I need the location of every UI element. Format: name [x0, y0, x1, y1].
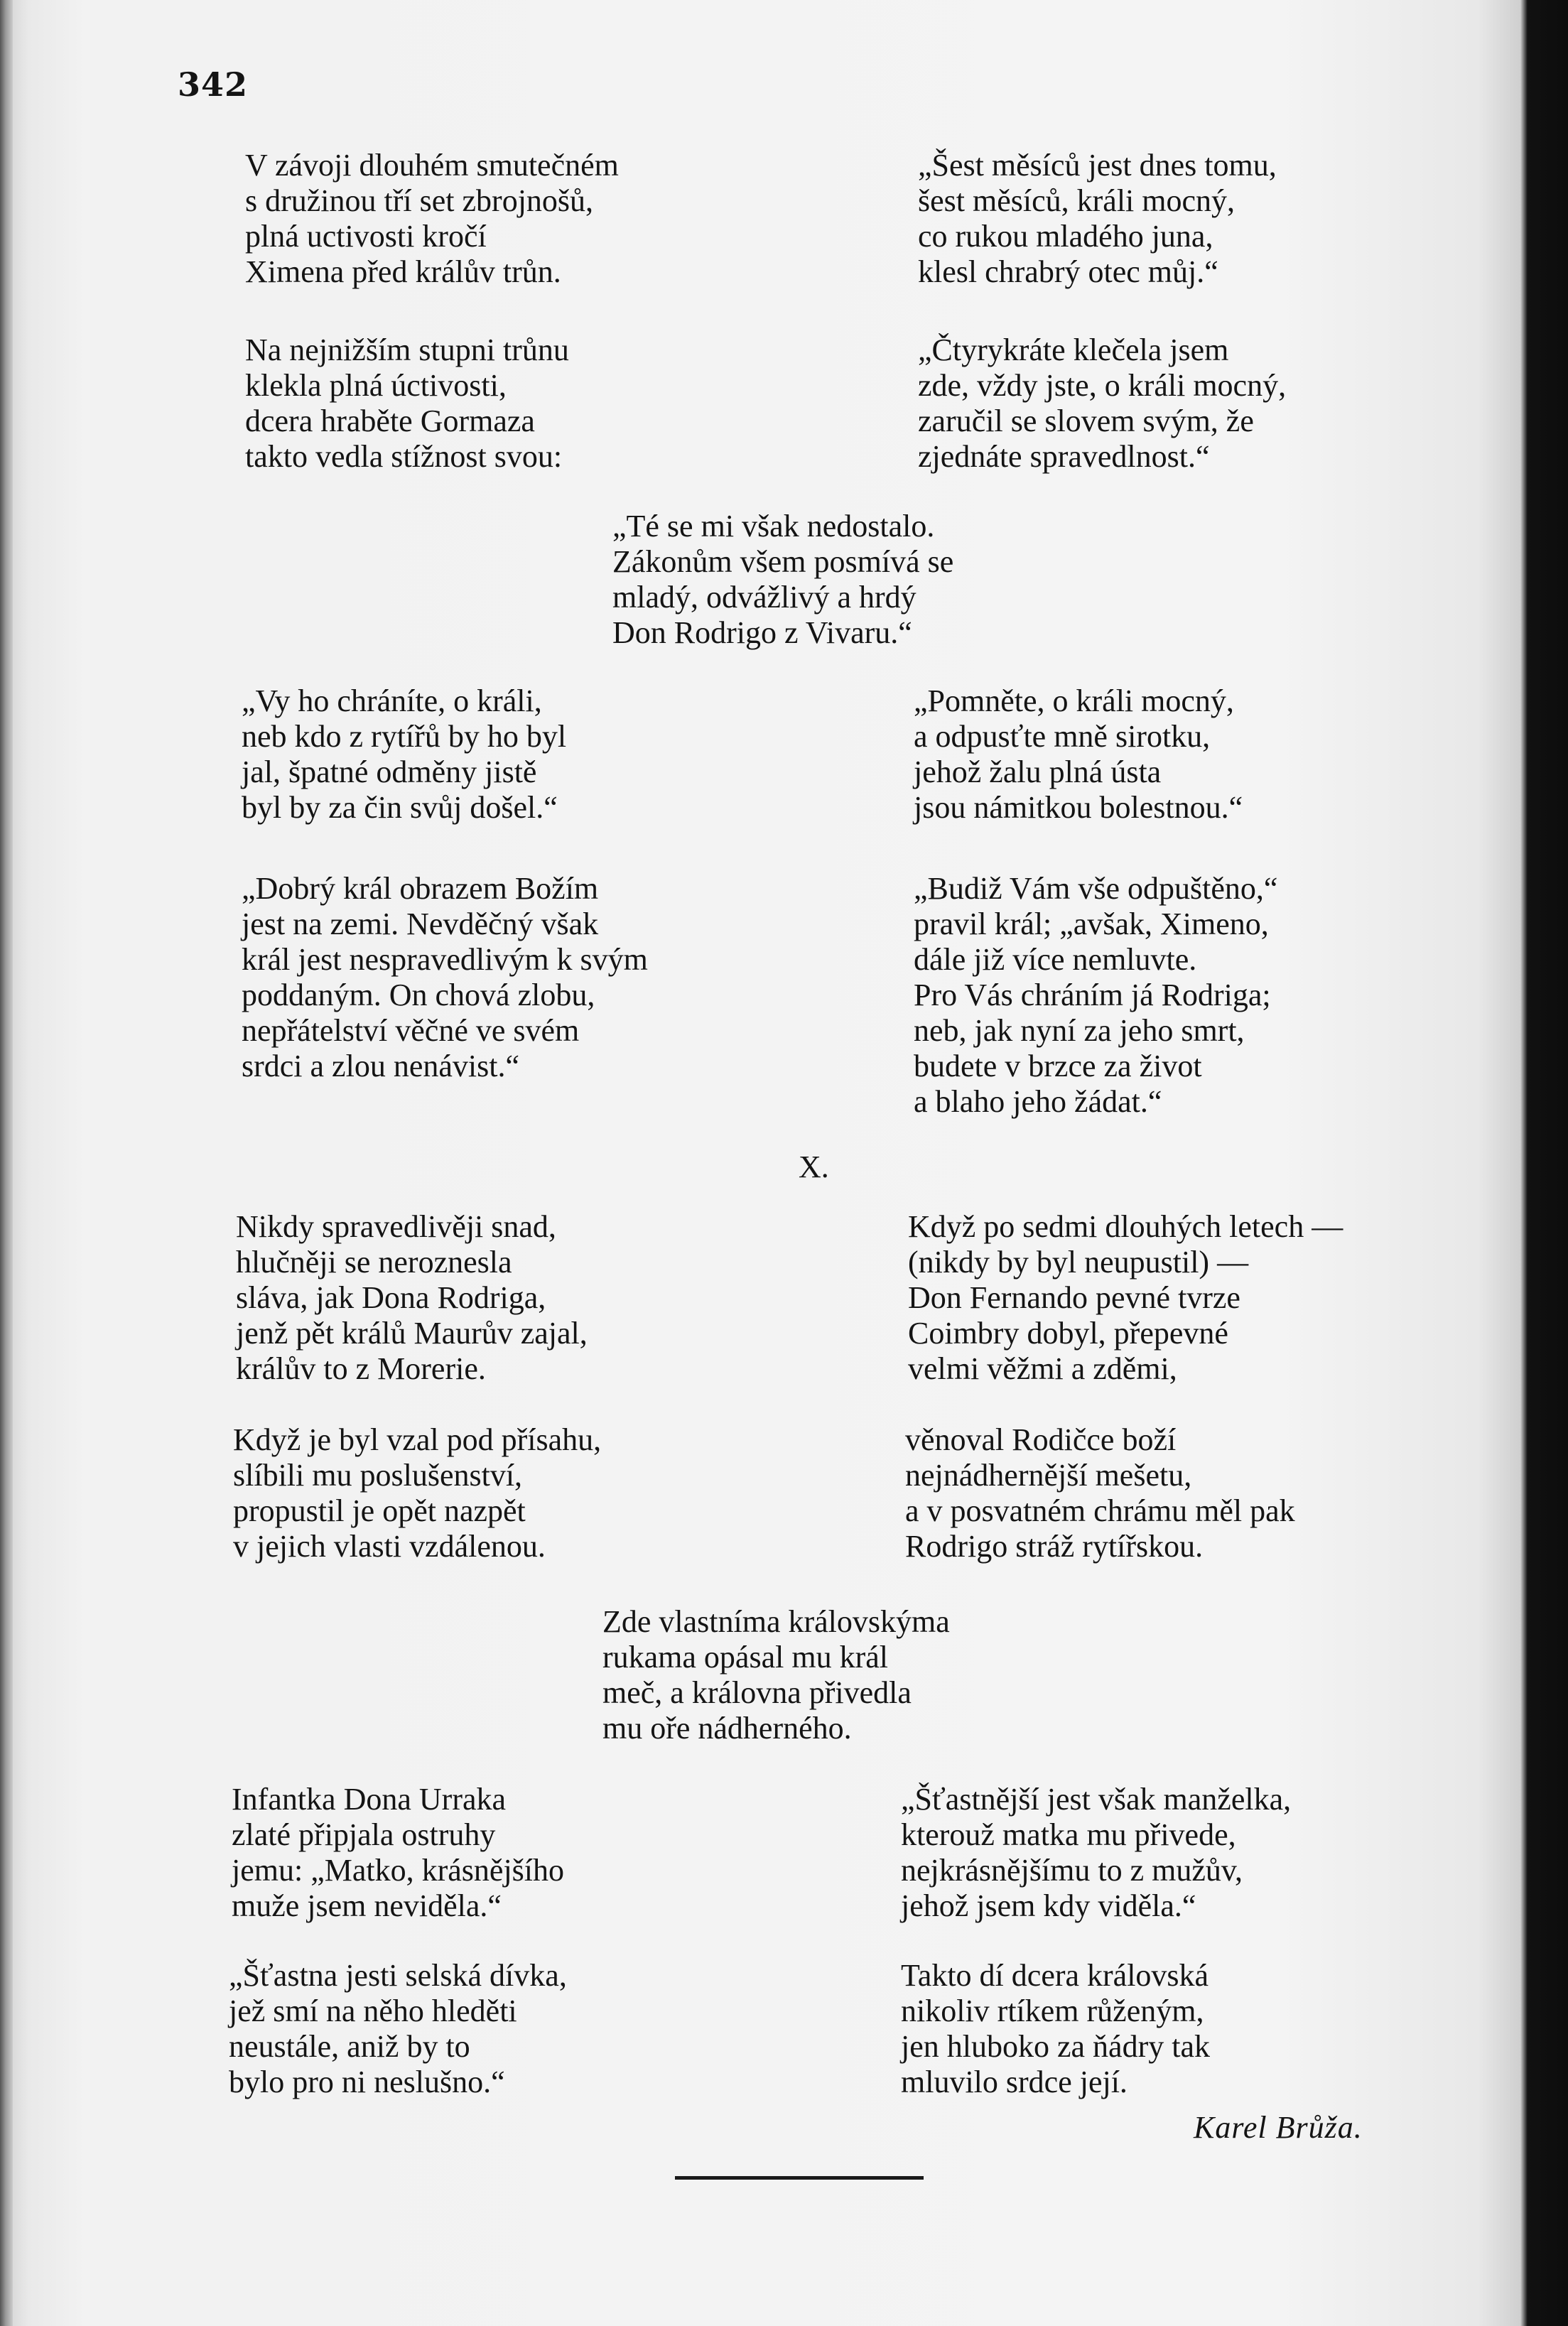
verse-line: poddaným. On chová zlobu,	[242, 978, 595, 1012]
verse-line: šest měsíců, králi mocný,	[918, 183, 1236, 218]
verse-line: „Čtyrykráte klečela jsem	[918, 332, 1229, 367]
page-binding-edge	[0, 0, 13, 2326]
verse-line: Ximena před králův trůn.	[245, 254, 561, 289]
verse-line: jal, špatné odměny jistě	[242, 754, 537, 789]
verse-line: nejkrásnějšímu to z mužův,	[901, 1853, 1243, 1888]
closing-rule	[675, 2176, 924, 2180]
verse-line: Don Fernando pevné tvrze	[908, 1280, 1240, 1315]
verse-line: sláva, jak Dona Rodriga,	[236, 1280, 546, 1315]
verse-line: neustále, aniž by to	[229, 2029, 470, 2064]
verse-line: plná uctivosti kročí	[245, 219, 487, 254]
verse-line: meč, a královna přivedla	[602, 1675, 912, 1710]
verse-line: Takto dí dcera královská	[901, 1958, 1209, 1993]
stanza-11	[233, 1422, 601, 1564]
verse-line: jest na zemi. Nevděčný však	[242, 907, 599, 941]
verse-line: neb kdo z rytířů by ho byl	[242, 719, 567, 754]
verse-line: zjednáte spravedlnost.“	[918, 439, 1210, 474]
verse-line: jen hluboko za ňádry tak	[901, 2029, 1210, 2064]
verse-line: nejnádhernější mešetu,	[905, 1458, 1192, 1493]
verse-line: budete v brzce za život	[914, 1049, 1202, 1083]
verse-line: dcera hraběte Gormaza	[245, 404, 535, 438]
author-signature: Karel Brůža.	[1194, 2110, 1363, 2145]
verse-line: jež smí na něho hleděti	[229, 1994, 517, 2028]
verse-line: věnoval Rodičce boží	[905, 1422, 1177, 1457]
verse-line: muže jsem neviděla.“	[232, 1888, 502, 1923]
verse-line: mu oře nádherného.	[602, 1711, 852, 1746]
verse-line: zlaté připjala ostruhy	[232, 1817, 496, 1852]
verse-line: jsou námitkou bolestnou.“	[914, 790, 1243, 825]
verse-line: (nikdy by byl neupustil) —	[908, 1245, 1249, 1280]
verse-line: Nikdy spravedlivěji snad,	[236, 1209, 556, 1244]
verse-line: „Vy ho chráníte, o králi,	[242, 683, 542, 718]
verse-line: „Té se mi však nedostalo.	[612, 509, 935, 543]
verse-line: králův to z Morerie.	[236, 1351, 486, 1386]
verse-line: nikoliv rtíkem růženým,	[901, 1994, 1204, 2028]
stanza-8	[914, 683, 1243, 826]
stanza-18	[901, 1958, 1210, 2100]
verse-line: V závoji dlouhém smutečném	[245, 148, 619, 183]
verse-line: jehož žalu plná ústa	[914, 754, 1162, 789]
verse-line: Infantka Dona Urraka	[232, 1782, 507, 1817]
verse-line: pravil král; „avšak, Ximeno,	[914, 907, 1269, 941]
verse-line: rukama opásal mu král	[602, 1640, 888, 1675]
verse-line: a blaho jeho žádat.“	[914, 1084, 1162, 1119]
verse-line: král jest nespravedlivým k svým	[242, 942, 648, 977]
verse-line: co rukou mladého juna,	[918, 219, 1213, 254]
verse-line: Don Rodrigo z Vivaru.“	[612, 615, 912, 650]
verse-line: mluvilo srdce její.	[901, 2065, 1128, 2099]
verse-line: a odpusťte mně sirotku,	[914, 719, 1211, 754]
stanza-3	[918, 148, 1277, 290]
stanza-1	[245, 148, 619, 290]
verse-line: nepřátelství věčné ve svém	[242, 1013, 580, 1048]
verse-line: „Budiž Vám vše odpuštěno,“	[914, 871, 1278, 906]
verse-line: mladý, odvážlivý a hrdý	[612, 580, 917, 615]
verse-line: takto vedla stížnost svou:	[245, 439, 563, 474]
verse-line: hlučněji se neroznesla	[236, 1245, 512, 1280]
page-number: 342	[178, 65, 249, 104]
verse-line: kterouž matka mu přivede,	[901, 1817, 1236, 1852]
verse-line: „Šest měsíců jest dnes tomu,	[918, 148, 1277, 183]
stanza-10	[236, 1209, 588, 1387]
verse-line: Coimbry dobyl, přepevné	[908, 1316, 1228, 1351]
verse-line: Zde vlastníma královskýma	[602, 1604, 950, 1639]
verse-line: srdci a zlou nenávist.“	[242, 1049, 519, 1083]
verse-line: jehož jsem kdy viděla.“	[901, 1888, 1196, 1923]
stanza-6	[242, 683, 566, 826]
verse-line: bylo pro ni neslušno.“	[229, 2065, 505, 2099]
verse-line: Na nejnižším stupni trůnu	[245, 332, 569, 367]
stanza-13	[905, 1422, 1295, 1564]
verse-line: jemu: „Matko, krásnějšího	[232, 1853, 565, 1888]
verse-line: klesl chrabrý otec můj.“	[918, 254, 1218, 289]
stanza-2	[245, 332, 569, 475]
verse-line: byl by za čin svůj došel.“	[242, 790, 558, 825]
stanza-4	[918, 332, 1286, 475]
verse-line: „Dobrý král obrazem Božím	[242, 871, 599, 906]
verse-line: „Šťastnější jest však manželka,	[901, 1782, 1292, 1817]
section-numeral: X.	[799, 1150, 829, 1184]
verse-line: propustil je opět nazpět	[233, 1493, 526, 1528]
stanza-17	[901, 1782, 1291, 1924]
verse-line: zde, vždy jste, o králi mocný,	[918, 368, 1287, 403]
stanza-5	[612, 509, 953, 651]
verse-line: s družinou tří set zbrojnošů,	[245, 183, 594, 218]
verse-line: klekla plná úctivosti,	[245, 368, 507, 403]
stanza-16	[229, 1958, 567, 2100]
verse-line: v jejich vlasti vzdálenou.	[233, 1529, 546, 1564]
verse-line: jenž pět králů Maurův zajal,	[236, 1316, 588, 1351]
verse-line: a v posvatném chrámu měl pak	[905, 1493, 1295, 1528]
stanza-7	[242, 871, 648, 1084]
stanza-15	[232, 1782, 564, 1924]
verse-line: Když je byl vzal pod přísahu,	[233, 1422, 602, 1457]
stanza-12	[908, 1209, 1343, 1387]
verse-line: Když po sedmi dlouhých letech —	[908, 1209, 1343, 1244]
stanza-14	[602, 1604, 950, 1746]
verse-line: slíbili mu poslušenství,	[233, 1458, 523, 1493]
verse-line: „Pomněte, o králi mocný,	[914, 683, 1234, 718]
verse-line: neb, jak nyní za jeho smrt,	[914, 1013, 1245, 1048]
verse-line: Pro Vás chráním já Rodriga;	[914, 978, 1271, 1012]
verse-line: dále již více nemluvte.	[914, 942, 1197, 977]
verse-line: Zákonům všem posmívá se	[612, 544, 954, 579]
stanza-9	[914, 871, 1277, 1120]
verse-line: „Šťastna jesti selská dívka,	[229, 1958, 567, 1993]
verse-line: Rodrigo stráž rytířskou.	[905, 1529, 1204, 1564]
verse-line: zaručil se slovem svým, že	[918, 404, 1254, 438]
verse-line: velmi věžmi a zděmi,	[908, 1351, 1177, 1386]
